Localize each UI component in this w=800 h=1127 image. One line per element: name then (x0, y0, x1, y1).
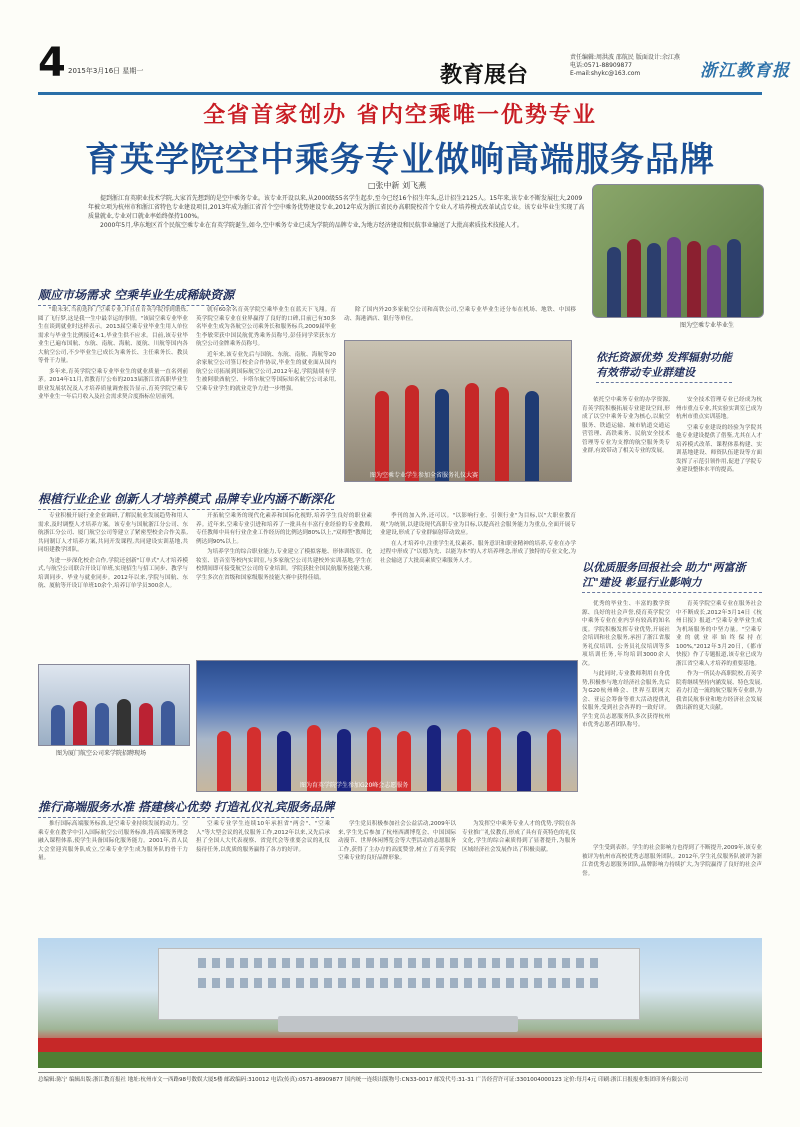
campus-photo (38, 938, 762, 1068)
col8-para-1: 季刊的加入外,还可以。"以影响行业、引领行业"为目标,以"大职业教育观"为统领,以建设现代高职专业为目标,以提高社会服务能力为重点,全面开展专业建设,形成了专业群辐射带动效应。 (380, 513, 576, 536)
lead-paragraph (88, 194, 588, 230)
newspaper-logo: 浙江教育报 (700, 61, 790, 81)
photo-caption-1: 图为空乘专业毕业生 (680, 322, 735, 329)
photo-caption-4: 图为育英学院学生参加G20峰会志愿服务 (300, 782, 409, 789)
header-rule (38, 92, 762, 95)
col8-para-2: 在人才培养中,注重学生礼仪素养、服务意识和职业精神的培养,专业在办学过程中形成了"以德为先、以能为本"的人才培养理念,形成了独特的专业文化,为社会输送了大批高素质空乘服务人才。 (380, 540, 576, 564)
section-heading-3: 根植行业企业 创新人才培养模式 品牌专业内涵不断深化 (38, 490, 334, 510)
article-column-5 (676, 396, 762, 546)
lead-text-1: 提到浙江育英职业技术学院,大家首先想到的是空中乘务专业。该专业开设以来,从2000级55名学生起步,至今已经16个招生年头,总计招生2125人。15年来,该专业不断发展壮大,2009年被立项为杭州市和浙江省特色专业建设项目,2013年成为浙江省首个空中乘务优势建设专业,2012年成为浙江省民办高职院校首个专业人才培养模式改革试点专业。该专业毕业生实现了高质量就业,专业对口就业率始终保持100%。 (88, 195, 585, 220)
col14-para-1: 为发挥空中乘务专业人才的优势,学院在各专业推广礼仪教育,形成了具有育英特色的礼仪文化,学生的综合素质得到了显著提升,为服务区域经济社会发展作出了积极贡献。 (462, 821, 576, 853)
col5-para-1: 安全技术管理专业已经成为杭州市重点专业,其实验实训室已成为杭州市重点实训基地。 (676, 397, 762, 420)
volunteer-group-photo (196, 660, 578, 792)
article-column-3 (344, 306, 576, 336)
article-column-1 (38, 306, 188, 416)
recruitment-photo (38, 664, 190, 746)
col15-para-1: 学生受到表彰。学生的社会影响力也得到了不断提升,2009年,该专业被评为杭州市高校优秀志愿服务团队。2012年,学生礼仪服务队被评为浙江省优秀志愿服务团队,品牌影响力持续扩大,为学院赢得了良好的社会声誉。 (582, 845, 762, 877)
col5-para-2: 空乘专业建设的经验为学院其他专业建设提供了借鉴,尤其在人才培养模式改革、课程体系构建、实训基地建设、师资队伍建设等方面发挥了示范引领作用,促进了学院专业建设整体水平的提高。 (676, 424, 762, 473)
lead-text-2: 2000年5月,华东地区首个民航空乘专业在育英学院诞生,如今,空中乘务专业已成为学院的品牌专业,为地方经济建设和民航事业输送了大批高素质技术技能人才。 (100, 222, 523, 229)
issue-date: 2015年3月16日 星期一 (68, 67, 144, 75)
col6-para-2: 为进一步深化校企合作,学院还创新"订单式"人才培养模式,与航空公司联合开设订单班,实现招生与招工同步、教学与培训同步、毕业与就业同步。2012年以来,学院与国航、东航、厦航等开设订单班10余个,培养订单学员300余人。 (38, 557, 188, 589)
article-column-13 (338, 820, 456, 932)
section-heading-4: 以优质服务回报社会 助力"两富浙江"建设 彰显行业影响力 (582, 560, 762, 593)
col10-para-2: 作为一所民办高职院校,育英学院将继续坚持内涵发展、特色发展,着力打造一流的航空服务专业群,为我省民航事业和地方经济社会发展做出新的更大贡献。 (676, 671, 762, 711)
col11-para-1: 推行国际高端服务标准,是空乘专业持续发展的动力。空乘专业在教学中引入国际航空公司服务标准,将高端服务理念融入课程体系,使学生具备国际化服务能力。2001年,省人民大会堂迎宾服务队成立,空乘专业学生成为服务队的骨干力量。 (38, 821, 188, 861)
section-heading-5: 推行高端服务水准 搭建核心优势 打造礼仪礼宾服务品牌 (38, 798, 334, 818)
article-column-10 (676, 600, 762, 840)
article-column-2 (196, 306, 336, 456)
article-column-6 (38, 512, 188, 662)
editor-info: 责任编辑:周洪波 邵航民 版面设计:余江燕 电话:0571-88909877 E-mail:shykc@163.com (570, 54, 680, 77)
article-column-11 (38, 820, 188, 932)
col4-para-1: 依托空中乘务专业的办学资源,育英学院积极拓展专业建设空间,形成了以空中乘务专业为核心,以航空服务、铁道运输、城市轨道交通运营管理、高铁乘务、民航安全技术管理等专业为支撑的航空服务类专业群,有效带动了相关专业的发展。 (582, 397, 670, 454)
col9-para-2: 与此同时,专业教师利用自身优势,积极参与地方经济社会服务,先后为G20杭州峰会、世界互联网大会、亚运会筹备等重大活动提供礼仪服务,受到社会各界的一致好评。学生党员志愿服务队多次获得杭州市优秀志愿者团队称号。 (582, 671, 670, 728)
col13-para-1: 学生党员积极参加社会公益活动,2009年以来,学生先后参加了杭州西湖博览会、中国国际动漫节、世界休闲博览会等大型活动的志愿服务工作,获得了主办方的高度赞誉,树立了育英学院空乘专业的良好品牌形象。 (338, 821, 456, 861)
article-column-9 (582, 600, 670, 840)
article-column-15 (582, 844, 762, 932)
competition-photo (344, 340, 572, 482)
page-number: 4 (38, 40, 66, 86)
col3-para-1: 除了国内外20多家航空公司和高铁公司,空乘专业毕业生还分布在机场、地铁、中国移动、海港酒店、银行等单位。 (344, 307, 576, 322)
page-footer: 总编辑:陈宁 编辑出版:浙江教育报社 地址:杭州市文一西路98号数娱大厦5楼 邮政编码:310012 电话(传真):0571-88909877 国内统一连续出版物号:CN33-0017 邮发代号:31-31 广告经营许可证:3301004000123 定价:每月4元 印刷:浙江日报报业集团印务有限公司 (38, 1072, 762, 1084)
col1-para-2: 多年来,育英学院空乘专业毕业生的就业质量一直名列前茅。2014年11月,省教育厅公布的2013届浙江省高职毕业生职业发展状况及人才培养质量调查报告显示,育英学院空乘专业毕业生一年后月收入及社会需求契合度指标位居前列。 (38, 368, 188, 400)
byline: □张中新 刘飞燕 (368, 181, 427, 190)
article-column-12 (196, 820, 330, 932)
photo-caption-3: 图为厦门航空公司来学院招聘现场 (56, 750, 147, 757)
graduates-photo (592, 184, 764, 318)
col10-para-1: 育英学院空乘专业在服务社会中不断成长,2012年3月14日《杭州日报》报道:"空乘专业毕业生成为机场服务的中坚力量。"空乘专业的就业率始终保持在100%,"2012年3月20日,《都市快报》作了专题报道,该专业已成为浙江省空乘人才培养的重要基地。 (676, 601, 762, 667)
col2-para-2: 近年来,该专业先后与国航、东航、南航、海航等20余家航空公司签订校企合作协议,毕业生的就业面从国内航空公司拓展到国际航空公司,2012年起,学院陆续有学生被阿联酋航空、卡塔尔航空等国际知名航空公司录用,空乘专业学生的就业竞争力进一步增强。 (196, 351, 336, 392)
section-title: 教育展台 (440, 63, 529, 88)
col1-para-1: "眼未来,当初选择了空乘专业,并且在育英学院得到锻炼,圆了飞行梦,这是我一生中最幸运的事情。"该届空乘专业毕业生在谈到就业时这样表示。2013届空乘专业毕业生用人单位需求与毕业生比例接近4:1,毕业生供不应求。目前,该专业毕业生已遍布国航、东航、南航、海航、厦航、川航等国内各大航空公司,不少毕业生已成长为乘务长、主任乘务长、教员等骨干力量。 (38, 307, 188, 364)
photo-caption-2: 图为空乘专业学生参加全省服务礼仪大赛 (370, 472, 479, 479)
col9-para-1: 优秀的毕业生、丰富的教学资源、良好的社会声誉,使育英学院空中乘务专业在业内享有较高的知名度。学院积极发挥专业优势,开展社会培训和社会服务,承担了浙江省服务礼仪培训、公务员礼仪培训等多项培训任务,年均培训3000余人次。 (582, 601, 670, 667)
article-column-7 (196, 512, 372, 652)
col2-para-1: 就有60余名育英学院空乘毕业生在蓝天下飞翔。育英学院空乘专业在业界赢得了良好的口碑,目前已有30多名毕业生成为各航空公司乘务长和服务标兵,2009届毕业生李敏荣获中国民航优秀乘务员称号,彭佳同学荣获东方航空公司金牌乘务员称号。 (196, 307, 336, 347)
section-heading-2: 依托资源优势 发挥辐射功能 有效带动专业群建设 (596, 350, 732, 383)
main-headline: 育英学院空中乘务专业做响高端服务品牌 (85, 140, 715, 180)
col12-para-1: 空乘专业学生连续10年承担省"两会"、"空乘人"等大型会议的礼仪服务工作,2012年以来,又先后承担了全国人大代表视察、省党代会等重要会议的礼仪接待任务,以优质的服务赢得了各方的好评。 (196, 821, 330, 853)
col6-para-1: 专业积极开展行业企业调研,了解民航业发展趋势和用人需求,及时调整人才培养方案。该专业与国航浙江分公司、东航浙江分公司、厦门航空公司等建立了紧密型校企合作关系,共同制订人才培养方案,共同开发课程,共同建设实训基地,共同组建教学团队。 (38, 513, 188, 553)
article-column-4 (582, 396, 670, 546)
col7-para-2: 为培养学生的综合职业能力,专业建立了模拟客舱、形体训练室、化妆室、语音室等校内实训室,与多家航空公司共建校外实训基地,学生在校期间即可接受航空公司的专业培训。学院获批全国民航服务技能大赛,学生多次在省级和国家级服务技能大赛中获得佳绩。 (196, 549, 372, 581)
article-column-8 (380, 512, 576, 602)
section-heading-1: 顺应市场需求 空乘毕业生成稀缺资源 (38, 286, 234, 306)
sub-headline: 全省首家创办 省内空乘唯一优势专业 (203, 103, 597, 128)
col7-para-1: 开拓航空乘务的现代化素养和国际化视野,培养学生良好的职业素养。近年来,空乘专业引进和培养了一批具有丰富行业经验的专业教师,专任教师中具有行业企业工作经历的比例达到80%以上,"双师型"教师比例达到90%以上。 (196, 513, 372, 545)
article-column-14 (462, 820, 576, 932)
